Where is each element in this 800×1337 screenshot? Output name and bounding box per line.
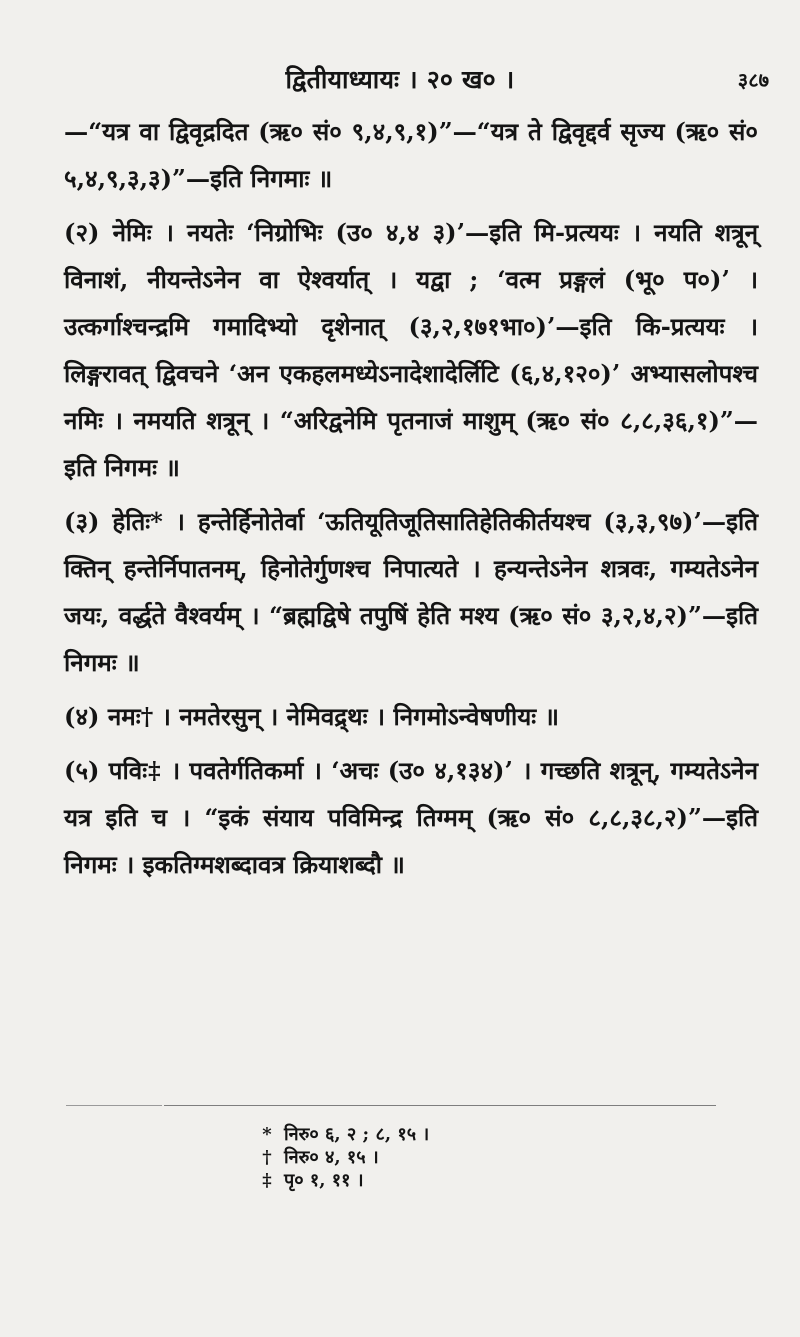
footnote-text: निरु० ६, २ ; ८, १५ । [284,1124,430,1145]
footnotes [258,1123,618,1192]
page-header [0,62,800,92]
footnote-mark: ‡ [262,1170,272,1191]
paragraph-2: (२) नेमिः । नयतेः ‘निग्रोभिः (उ० ४,४ ३)’—इति मि-प्रत्ययः । नयति शत्रून् विनाशं, नीयन्तेऽनेन वा ऐश्वर्यात् । यद्वा ; ‘वत्म प्रङ्गलं (भू० प०)’ । उत्कर्गाश्चन्द्रमि गमादिभ्यो दृशेनात् (३,२,१७१भा०)’—इति कि-प्रत्ययः । लिङ्गरावत् द्विवचने ‘अन एकहलमध्येऽनादेशादेर्लिटि (६,४,१२०)’ अभ्यासलोपश्च नमिः । नमयति शत्रून् । “अरिद्वनेमि पृतनाजं माशुम् (ऋ० सं० ८,८,३६,१)”—इति निगमः ॥ [64,218,767,482]
page-number: ३८७ [737,68,769,92]
paragraph-5: (५) पविः‡ । पवतेर्गतिकर्मा । ‘अचः (उ० ४,१३४)’ । गच्छति शत्रून्, गम्यतेऽनेन यत्र इति च । “इकं संयाय पविमिन्द्र तिग्मम् (ऋ० सं० ८,८,३८,२)”—इति निगमः । इकतिग्मशब्दावत्र क्रियाशब्दौ ॥ [64,756,767,879]
footnote-2 [258,1146,618,1169]
footnote-mark: † [262,1147,272,1168]
footnote-mark: * [262,1124,272,1145]
header-title: द्वितीयाध्यायः । २० ख० । [285,65,515,94]
footnote-3 [258,1169,618,1192]
paragraph-3: (३) हेतिः* । हन्तेर्हिनोतेर्वा ‘ऊतियूतिजूतिसातिहेतिकीर्तयश्च (३,३,९७)’—इति क्तिन् हन्तेर्निपातनम्, हिनोतेर्गुणश्च निपात्यते । हन्यन्तेऽनेन शत्रवः, गम्यतेऽनेन जयः, वर्द्धते वैश्वर्यम् । “ब्रह्मद्विषे तपुषिं हेति मश्य (ऋ० सं० ३,२,४,२)”—इति निगमः ॥ [64,507,767,677]
footnote-text: निरु० ४, १५ । [284,1147,379,1168]
main-text [64,108,767,895]
footnote-1 [258,1123,618,1146]
footnote-rule-right [164,1105,716,1106]
paragraph-1: —“यत्र वा द्विवृद्रदित (ऋ० सं० ९,४,९,१)”—“यत्र ते द्विवृद्दर्व सृज्य (ऋ० सं० ५,४,९,३,३)”—इति निगमाः ॥ [64,117,767,193]
paragraph-4: (४) नमः† । नमतेरसुन् । नेमिवद्र्थः । निगमोऽन्वेषणीयः ॥ [64,702,560,731]
footnote-text: पृ० १, ११ । [284,1170,364,1191]
footnote-rule-left [66,1105,162,1106]
